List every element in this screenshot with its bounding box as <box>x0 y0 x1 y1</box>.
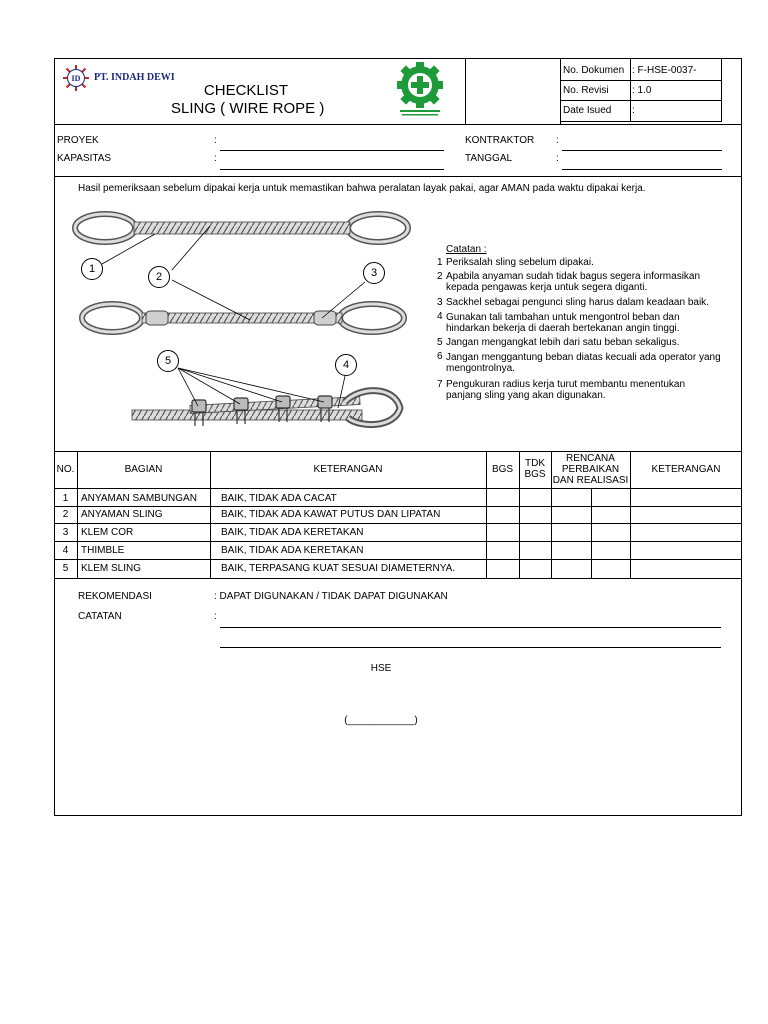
doc-number-value: : F-HSE-0037- <box>632 65 697 76</box>
row-5-tdk-bgs-cell[interactable] <box>520 560 550 577</box>
row-1-tdk-bgs-cell[interactable] <box>520 489 550 505</box>
kontraktor-colon: : <box>556 135 559 146</box>
kapasitas-colon: : <box>214 153 217 164</box>
col-header-no: NO. <box>56 464 75 475</box>
tanggal-colon: : <box>556 153 559 164</box>
row-1-bgs-cell[interactable] <box>487 489 518 505</box>
note-7-line-2: panjang sling yang akan digunakan. <box>446 390 606 401</box>
company-name: PT. INDAH DEWI <box>94 72 175 83</box>
note-2-line-2: kepada pengawas kerja untuk segera diganti. <box>446 282 648 293</box>
header-divider-1 <box>465 58 466 124</box>
header-row-line-1 <box>560 80 721 81</box>
row-2-tdk-bgs-cell[interactable] <box>520 507 550 522</box>
header-bottom-line <box>54 124 742 125</box>
header-divider-2 <box>560 58 561 124</box>
form-title-line2: SLING ( WIRE ROPE ) <box>171 100 325 117</box>
row-2-bagian: ANYAMAN SLING <box>81 509 163 520</box>
col-header-bgs: BGS <box>491 464 514 475</box>
row-3-no: 3 <box>62 527 69 538</box>
svg-text:ID: ID <box>71 74 81 83</box>
callout-3: 3 <box>363 262 385 284</box>
header-row-line-2 <box>560 100 721 101</box>
hse-signature-field[interactable]: (____________) <box>344 715 418 726</box>
col-header-tdk-line1: TDK <box>525 458 545 469</box>
wire-rope-illustration <box>60 196 450 440</box>
row-1-no: 1 <box>62 493 69 504</box>
intro-text: Hasil pemeriksaan sebelum dipakai kerja untuk memastikan bahwa peralatan layak pakai, agar AMAN pada waktu dipakai kerja. <box>78 183 646 194</box>
table-bottom-line <box>54 578 742 579</box>
notes-heading: Catatan : <box>446 244 487 255</box>
revision-label: No. Revisi <box>563 85 609 96</box>
kapasitas-field[interactable] <box>220 169 444 170</box>
col-header-rencana-line2: PERBAIKAN <box>561 464 620 475</box>
note-6-number: 6 <box>437 351 443 362</box>
col-header-rencana-line1: RENCANA <box>566 453 615 464</box>
table-row-line-4 <box>54 559 742 560</box>
col-header-bagian: BAGIAN <box>124 464 163 475</box>
catatan-field-line-2[interactable] <box>220 647 721 648</box>
date-issued-value: : <box>632 105 635 116</box>
kontraktor-field[interactable] <box>562 150 722 151</box>
row-5-keterangan: BAIK, TERPASANG KUAT SESUAI DIAMETERNYA. <box>221 563 456 574</box>
hse-label: HSE <box>370 663 392 674</box>
col-header-keterangan-2: KETERANGAN <box>651 464 721 475</box>
tanggal-field[interactable] <box>562 169 722 170</box>
proyek-colon: : <box>214 135 217 146</box>
row-4-no: 4 <box>62 545 69 556</box>
note-6-line-2: mengontrolnya. <box>446 363 515 374</box>
rekomendasi-value[interactable]: : DAPAT DIGUNAKAN / TIDAK DAPAT DIGUNAKAN <box>214 591 448 602</box>
note-2-line-1: Apabila anyaman sudah tidak bagus segera informasikan <box>446 271 701 282</box>
kapasitas-label: KAPASITAS <box>57 153 112 164</box>
row-2-no: 2 <box>62 509 69 520</box>
row-3-bgs-cell[interactable] <box>487 524 518 540</box>
note-2-number: 2 <box>437 271 443 282</box>
revision-value: : 1.0 <box>632 85 652 96</box>
kontraktor-label: KONTRAKTOR <box>465 135 535 146</box>
note-1-number: 1 <box>437 257 443 268</box>
note-1-line-1: Periksalah sling sebelum dipakai. <box>446 257 594 268</box>
row-4-keterangan: BAIK, TIDAK ADA KERETAKAN <box>221 545 364 556</box>
row-4-tdk-bgs-cell[interactable] <box>520 542 550 558</box>
header-divider-4 <box>721 58 722 122</box>
callout-4: 4 <box>335 354 357 376</box>
table-row-line-1 <box>54 506 742 507</box>
sling-2 <box>82 304 404 332</box>
note-7-number: 7 <box>437 379 443 390</box>
form-title-line1: CHECKLIST <box>203 82 289 99</box>
callout-5: 5 <box>157 350 179 372</box>
note-6-line-1: Jangan menggantung beban diatas kecuali ada operator yang <box>446 352 721 363</box>
row-1-keterangan: BAIK, TIDAK ADA CACAT <box>221 493 337 504</box>
header-divider-3 <box>630 58 631 122</box>
rekomendasi-label: REKOMENDASI <box>78 591 152 602</box>
date-issued-label: Date Isued <box>563 105 612 116</box>
row-2-keterangan: BAIK, TIDAK ADA KAWAT PUTUS DAN LIPATAN <box>221 509 441 520</box>
table-header-bottom-line <box>54 488 742 489</box>
tanggal-label: TANGGAL <box>465 153 513 164</box>
row-3-tdk-bgs-cell[interactable] <box>520 524 550 540</box>
note-4-line-2: hindarkan bekerja di daerah bertekanan angin tinggi. <box>446 323 680 334</box>
catatan-label: CATATAN <box>78 611 122 622</box>
row-5-bgs-cell[interactable] <box>487 560 518 577</box>
note-4-line-1: Gunakan tali tambahan untuk mengontrol beban dan <box>446 312 680 323</box>
callout-1: 1 <box>81 258 103 280</box>
row-5-no: 5 <box>62 563 69 574</box>
info-bottom-line <box>54 176 742 177</box>
sling-3 <box>132 391 400 426</box>
note-5-line-1: Jangan mengangkat lebih dari satu beban sekaligus. <box>446 337 680 348</box>
table-top-line <box>54 451 742 452</box>
doc-number-label: No. Dokumen <box>563 65 625 76</box>
note-4-number: 4 <box>437 311 443 322</box>
row-2-bgs-cell[interactable] <box>487 507 518 522</box>
note-3-line-1: Sackhel sebagai pengunci sling harus dalam keadaan baik. <box>446 297 709 308</box>
sling-1 <box>75 214 408 242</box>
proyek-field[interactable] <box>220 150 444 151</box>
header-row-line-3 <box>560 121 721 122</box>
note-3-number: 3 <box>437 297 443 308</box>
catatan-field-line-1[interactable] <box>220 627 721 628</box>
row-3-keterangan: BAIK, TIDAK ADA KERETAKAN <box>221 527 364 538</box>
row-5-bagian: KLEM SLING <box>81 563 142 574</box>
col-header-rencana-line3: DAN REALISASI <box>552 475 629 486</box>
col-header-keterangan: KETERANGAN <box>313 464 383 475</box>
note-5-number: 5 <box>437 337 443 348</box>
k3-safety-gear-icon <box>392 60 448 118</box>
note-7-line-1: Pengukuran radius kerja turut membantu menentukan <box>446 379 686 390</box>
catatan-colon: : <box>214 611 217 622</box>
col-header-tdk-line2: BGS <box>524 469 546 480</box>
row-4-bgs-cell[interactable] <box>487 542 518 558</box>
proyek-label: PROYEK <box>57 135 99 146</box>
row-4-bagian: THIMBLE <box>81 545 125 556</box>
company-logo-icon <box>62 64 90 92</box>
table-row-line-2 <box>54 523 742 524</box>
callout-2: 2 <box>148 266 170 288</box>
table-row-line-3 <box>54 541 742 542</box>
table-col-line-6 <box>591 488 592 578</box>
row-1-bagian: ANYAMAN SAMBUNGAN <box>81 493 197 504</box>
row-3-bagian: KLEM COR <box>81 527 134 538</box>
